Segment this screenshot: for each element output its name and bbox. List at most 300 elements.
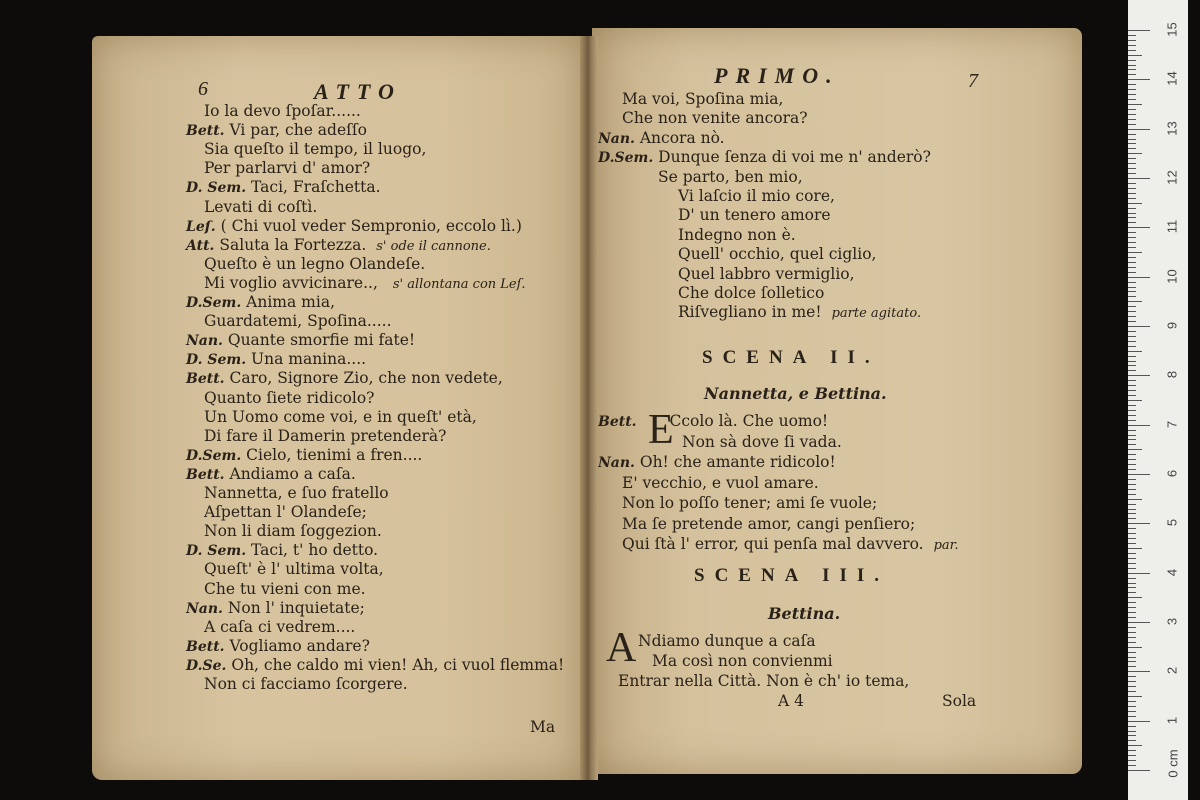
speaker-label: Att. — [186, 237, 215, 254]
line-text: Saluta la Fortezza. — [219, 235, 367, 254]
line-text: Che tu vieni con me. — [204, 579, 366, 598]
ruler-number: 2 — [1164, 667, 1180, 675]
line-text: Oh, che caldo mi vien! Ah, ci vuol flemma! — [231, 655, 565, 674]
ruler-tick — [1128, 227, 1150, 228]
ruler-tick — [1128, 701, 1136, 702]
ruler-tick — [1128, 494, 1136, 495]
ruler-tick — [1128, 173, 1136, 174]
line-text: ( Chi vuol veder Sempronio, eccolo lì.) — [220, 216, 522, 235]
ruler-tick — [1128, 94, 1136, 95]
line-text: Che dolce ſolletico — [678, 284, 825, 302]
ruler-tick — [1128, 395, 1136, 396]
ruler-tick — [1128, 129, 1150, 130]
ruler-tick — [1128, 499, 1142, 500]
ruler-tick — [1128, 676, 1136, 677]
speaker-label: Bett. — [186, 123, 225, 140]
line-text: Taci, Fraſchetta. — [251, 178, 381, 197]
ruler-tick — [1128, 474, 1150, 475]
ruler-tick — [1128, 390, 1136, 391]
text-line — [678, 284, 824, 303]
ruler-tick — [1128, 74, 1136, 75]
ruler-tick — [1128, 84, 1136, 85]
ruler-tick — [1128, 454, 1136, 455]
ruler-tick — [1128, 509, 1136, 510]
ruler-tick — [1128, 617, 1136, 618]
ruler-tick — [1128, 321, 1136, 322]
ruler-tick — [1128, 671, 1150, 672]
ruler-tick — [1128, 726, 1136, 727]
text-line — [186, 217, 522, 237]
ruler-tick — [1128, 523, 1150, 524]
text-line — [204, 675, 408, 694]
ruler-tick — [1128, 385, 1136, 386]
text-line — [678, 303, 921, 323]
ruler-tick — [1128, 711, 1136, 712]
text-line — [204, 140, 426, 159]
ruler-tick — [1128, 296, 1136, 297]
line-text: Sia queſto il tempo, il luogo, — [204, 140, 427, 159]
ruler-tick — [1128, 311, 1136, 312]
ruler-tick — [1128, 232, 1136, 233]
ruler-tick — [1128, 666, 1136, 667]
line-text: Ma voi, Spoſina mia, — [622, 90, 784, 108]
line-text: Levati di coſtì. — [204, 197, 318, 216]
measuring-ruler — [1128, 0, 1188, 800]
ruler-tick — [1128, 469, 1136, 470]
ruler-tick — [1128, 597, 1142, 598]
ruler-number: 5 — [1164, 519, 1180, 527]
text-line — [204, 618, 355, 637]
ruler-tick — [1128, 622, 1150, 623]
ruler-number: 12 — [1164, 170, 1180, 185]
line-text: Dunque ſenza di voi me n' anderò? — [658, 148, 931, 167]
ruler-number: 7 — [1164, 420, 1180, 428]
line-text: Vi par, che adeſſo — [229, 121, 367, 140]
ruler-tick — [1128, 143, 1136, 144]
ruler-tick — [1128, 119, 1136, 120]
ruler-tick — [1128, 380, 1136, 381]
ruler-tick — [1128, 168, 1136, 169]
ruler-tick — [1128, 558, 1136, 559]
ruler-tick — [1128, 69, 1136, 70]
ruler-number: 6 — [1164, 469, 1180, 478]
line-text: Un Uomo come voi, e in queſt' età, — [204, 407, 477, 426]
scene-characters: Nannetta, e Bettina. — [704, 384, 887, 403]
text-line — [622, 90, 783, 109]
ruler-tick — [1128, 459, 1136, 460]
text-line — [204, 312, 392, 331]
ruler-tick — [1128, 267, 1136, 268]
text-line — [186, 446, 422, 466]
ruler-tick — [1128, 203, 1142, 204]
line-text: Di fare il Damerin pretenderà? — [204, 426, 447, 445]
ruler-number: 13 — [1164, 120, 1180, 136]
ruler-tick — [1128, 587, 1136, 588]
ruler-tick — [1128, 563, 1136, 564]
page-number: 7 — [968, 70, 978, 92]
ruler-tick — [1128, 183, 1136, 184]
ruler-tick — [1128, 282, 1136, 283]
speaker-label: Bett. — [186, 638, 225, 655]
ruler-tick — [1128, 538, 1136, 539]
speaker-label: Leſ. — [186, 218, 216, 235]
line-text: Qui ſtà l' error, qui penſa mal davvero. — [622, 535, 924, 553]
speaker-label: Nan. — [186, 600, 223, 617]
text-line — [204, 389, 374, 408]
ruler-tick — [1128, 533, 1136, 534]
ruler-tick — [1128, 365, 1136, 366]
ruler-tick — [1128, 691, 1136, 692]
text-line — [598, 148, 931, 168]
ruler-tick — [1128, 361, 1136, 362]
ruler-tick — [1128, 696, 1142, 697]
ruler-tick — [1128, 632, 1136, 633]
ruler-tick — [1128, 661, 1136, 662]
ruler-tick — [1128, 351, 1142, 352]
ruler-tick — [1128, 158, 1136, 159]
ruler-number: 14 — [1164, 71, 1180, 87]
line-text: Ndiamo dunque a caſa — [638, 632, 816, 650]
ruler-tick — [1128, 489, 1136, 490]
text-line — [678, 187, 835, 206]
text-line — [204, 522, 382, 541]
ruler-tick — [1128, 370, 1136, 371]
ruler-tick — [1128, 208, 1136, 209]
ruler-tick — [1128, 188, 1136, 189]
line-text: Che non venite ancora? — [622, 109, 808, 128]
book-gutter — [580, 36, 598, 780]
ruler-tick — [1128, 301, 1142, 302]
scene-heading: SCENA III. — [694, 565, 890, 586]
text-line — [204, 503, 367, 522]
ruler-tick — [1128, 553, 1136, 554]
scene-characters: Bettina. — [768, 604, 841, 623]
line-text: Queſto è un legno Olandeſe. — [204, 254, 426, 273]
ruler-tick — [1128, 592, 1136, 593]
ruler-tick — [1128, 657, 1136, 658]
ruler-tick — [1128, 484, 1136, 485]
signature-mark: A 4 — [778, 692, 804, 710]
text-line — [658, 168, 803, 187]
stage-direction: s' ode il cannone. — [376, 238, 491, 254]
speaker-label: Nan. — [598, 455, 635, 471]
line-text: Io la devo ſpoſar...... — [204, 102, 361, 120]
ruler-tick — [1128, 425, 1150, 426]
line-text: Riſvegliano in me! — [678, 303, 822, 322]
ruler-number: 10 — [1164, 268, 1180, 284]
ruler-tick — [1128, 277, 1150, 278]
text-line — [598, 453, 836, 473]
text-line — [204, 102, 361, 121]
ruler-tick — [1128, 262, 1136, 263]
ruler-tick — [1128, 405, 1136, 406]
text-line — [186, 121, 367, 141]
ruler-tick — [1128, 336, 1136, 337]
ruler-tick — [1128, 40, 1136, 41]
line-text: Nannetta, e ſuo fratello — [204, 484, 389, 502]
line-text: Caro, Signore Zio, che non vedete, — [229, 369, 503, 388]
line-text: D' un tenero amore — [678, 206, 831, 225]
ruler-tick — [1128, 55, 1142, 56]
ruler-tick — [1128, 79, 1150, 80]
ruler-tick — [1128, 647, 1142, 648]
line-text: Quell' occhio, quel ciglio, — [678, 245, 877, 264]
ruler-tick — [1128, 716, 1136, 717]
text-line — [186, 465, 356, 485]
ruler-tick — [1128, 543, 1136, 544]
ruler-tick — [1128, 356, 1136, 357]
ruler-tick — [1128, 89, 1136, 90]
text-line — [682, 433, 842, 452]
ruler-tick — [1128, 410, 1136, 411]
ruler-number: 15 — [1164, 22, 1180, 37]
speaker-label: D.Sem. — [598, 150, 654, 167]
right-page — [592, 28, 1082, 774]
line-text: Andiamo a caſa. — [229, 464, 356, 483]
ruler-tick — [1128, 573, 1150, 574]
text-line — [622, 474, 819, 493]
ruler-tick — [1128, 513, 1136, 514]
ruler-tick — [1128, 316, 1136, 317]
line-text: Quante smorfie mi fate! — [227, 331, 416, 350]
line-text: Non lo poſſo tener; ami ſe vuole; — [622, 494, 878, 512]
line-text: Se parto, ben mio, — [658, 167, 803, 186]
text-line — [204, 159, 370, 178]
line-text: Quel labbro vermiglio, — [678, 264, 855, 283]
speaker-label: D.Sem. — [186, 447, 242, 464]
ruler-tick — [1128, 740, 1136, 741]
line-text: Taci, t' ho detto. — [251, 541, 379, 560]
line-text: Non l' inquietate; — [227, 598, 365, 617]
ruler-tick — [1128, 415, 1136, 416]
ruler-tick — [1128, 602, 1136, 603]
ruler-tick — [1128, 341, 1136, 342]
line-text: Mi voglio avvicinare.., — [204, 273, 383, 292]
line-text: A caſa ci vedrem.... — [204, 617, 356, 636]
text-line — [598, 412, 828, 432]
ruler-tick — [1128, 252, 1142, 253]
ruler-number: 1 — [1164, 716, 1180, 724]
catchword: Ma — [530, 718, 556, 736]
text-line — [204, 274, 526, 294]
ruler-tick — [1128, 65, 1136, 66]
text-line — [204, 198, 317, 217]
line-text: Vogliamo andare? — [229, 636, 370, 655]
stage-direction: parte agitato. — [831, 306, 922, 322]
text-line — [186, 331, 415, 351]
line-text: Quanto ſiete ridicolo? — [204, 388, 375, 407]
ruler-number: 9 — [1164, 321, 1180, 330]
text-line — [622, 535, 959, 555]
speaker-label: D.Se. — [186, 657, 227, 674]
text-line — [678, 245, 876, 264]
ruler-tick — [1128, 213, 1136, 214]
ruler-tick — [1128, 583, 1136, 584]
ruler-tick — [1128, 104, 1142, 105]
ruler-tick — [1128, 400, 1142, 401]
ruler-tick — [1128, 306, 1136, 307]
line-text: Ancora nò. — [639, 128, 725, 147]
text-line — [204, 255, 425, 274]
text-line — [622, 494, 877, 513]
ruler-tick — [1128, 760, 1136, 761]
line-text: Ccolo là. Che uomo! — [669, 412, 829, 430]
line-text: Ma così non convienmi — [652, 652, 833, 670]
line-text: Ma ſe pretende amor, cangi penſiero; — [622, 514, 916, 533]
ruler-tick — [1128, 247, 1136, 248]
ruler-tick — [1128, 178, 1150, 179]
ruler-tick — [1128, 420, 1136, 421]
ruler-tick — [1128, 627, 1136, 628]
ruler-tick — [1128, 430, 1136, 431]
ruler-tick — [1128, 444, 1136, 445]
text-line — [678, 206, 831, 225]
ruler-tick — [1128, 642, 1136, 643]
speaker-label: D. Sem. — [186, 180, 247, 197]
ruler-tick — [1128, 198, 1136, 199]
line-text: Oh! che amante ridicolo! — [639, 453, 836, 471]
speaker-label: D. Sem. — [186, 352, 247, 369]
ruler-tick — [1128, 518, 1136, 519]
ruler-tick — [1128, 134, 1136, 135]
text-line — [204, 580, 366, 599]
left-page — [92, 36, 584, 780]
text-line — [186, 599, 365, 619]
running-head: ATTO — [314, 79, 402, 104]
ruler-tick — [1128, 686, 1136, 687]
ruler-tick — [1128, 124, 1136, 125]
ruler-tick — [1128, 45, 1136, 46]
text-line — [186, 541, 378, 561]
speaker-label: Bett. — [598, 414, 637, 430]
stage-direction: s' allontana con Leſ. — [392, 276, 526, 292]
ruler-tick — [1128, 479, 1136, 480]
ruler-tick — [1128, 721, 1150, 722]
ruler-tick — [1128, 30, 1150, 31]
ruler-tick — [1128, 291, 1136, 292]
ruler-tick — [1128, 750, 1136, 751]
line-text: Una manina.... — [251, 350, 367, 369]
speaker-label: D.Sem. — [186, 295, 242, 311]
ruler-tick — [1128, 326, 1150, 327]
text-line — [204, 427, 446, 446]
text-line — [598, 129, 725, 149]
ruler-tick — [1128, 99, 1136, 100]
ruler-tick — [1128, 548, 1142, 549]
ruler-tick — [1128, 114, 1136, 115]
ruler-tick — [1128, 148, 1136, 149]
ruler-tick — [1128, 153, 1142, 154]
ruler-tick — [1128, 439, 1136, 440]
line-text: Vi laſcio il mio core, — [678, 187, 835, 205]
ruler-tick — [1128, 50, 1136, 51]
line-text: Non ci facciamo ſcorgere. — [204, 675, 408, 693]
ruler-tick — [1128, 652, 1136, 653]
ruler-tick — [1128, 765, 1136, 766]
ruler-tick — [1128, 449, 1142, 450]
ruler-tick — [1128, 35, 1136, 36]
ruler-tick — [1128, 568, 1136, 569]
speaker-label: Bett. — [186, 466, 225, 483]
ruler-number: 4 — [1164, 568, 1180, 576]
speaker-label: Nan. — [186, 333, 223, 350]
ruler-tick — [1128, 755, 1136, 756]
text-line — [678, 226, 796, 245]
text-line — [186, 178, 381, 198]
text-line — [678, 265, 855, 284]
open-book — [92, 28, 1082, 780]
ruler-tick — [1128, 681, 1136, 682]
ruler-tick — [1128, 745, 1142, 746]
stage-direction: par. — [933, 538, 959, 553]
ruler-number: 0 cm — [1165, 749, 1181, 778]
text-line — [186, 369, 503, 389]
text-line — [622, 515, 915, 534]
line-text: Guardatemi, Spoſina..... — [204, 312, 392, 331]
ruler-number: 3 — [1164, 617, 1180, 626]
line-text: Non sà dove ſi vada. — [682, 432, 842, 451]
ruler-tick — [1128, 464, 1136, 465]
ruler-tick — [1128, 770, 1150, 771]
text-line — [618, 672, 909, 691]
text-line — [186, 293, 335, 313]
page-number: 6 — [198, 78, 208, 100]
line-text: Anima mia, — [246, 293, 335, 311]
ruler-tick — [1128, 706, 1136, 707]
text-line — [186, 656, 564, 676]
ruler-tick — [1128, 139, 1136, 140]
ruler-tick — [1128, 163, 1136, 164]
ruler-tick — [1128, 242, 1136, 243]
line-text: E' vecchio, e vuol amare. — [622, 473, 819, 492]
ruler-tick — [1128, 528, 1136, 529]
ruler-tick — [1128, 731, 1136, 732]
ruler-tick — [1128, 607, 1136, 608]
ruler-tick — [1128, 346, 1136, 347]
ruler-tick — [1128, 504, 1136, 505]
speaker-label: Nan. — [598, 130, 635, 147]
ruler-tick — [1128, 637, 1136, 638]
ruler-tick — [1128, 217, 1136, 218]
running-head: PRIMO. — [714, 63, 840, 88]
ruler-tick — [1128, 287, 1136, 288]
ruler-tick — [1128, 60, 1136, 61]
ruler-tick — [1128, 435, 1136, 436]
text-line — [204, 560, 384, 579]
text-line — [652, 652, 833, 671]
drop-cap: A — [606, 625, 637, 671]
ruler-tick — [1128, 193, 1136, 194]
drop-cap: E — [648, 407, 674, 453]
ruler-tick — [1128, 237, 1136, 238]
text-line — [186, 350, 366, 370]
catchword: Sola — [942, 692, 977, 710]
scene-heading: SCENA II. — [702, 347, 880, 368]
line-text: Entrar nella Città. Non è ch' io tema, — [618, 672, 910, 690]
ruler-tick — [1128, 257, 1136, 258]
line-text: Aſpettan l' Olandeſe; — [204, 503, 367, 522]
text-line — [186, 236, 491, 256]
ruler-number: 11 — [1164, 220, 1180, 234]
line-text: Cielo, tienimi a fren.... — [246, 445, 423, 464]
ruler-number: 8 — [1164, 371, 1180, 379]
line-text: Indegno non è. — [678, 225, 796, 244]
text-line — [204, 408, 477, 427]
ruler-tick — [1128, 375, 1150, 376]
ruler-tick — [1128, 222, 1136, 223]
line-text: Per parlarvi d' amor? — [204, 159, 371, 178]
speaker-label: Bett. — [186, 371, 225, 388]
